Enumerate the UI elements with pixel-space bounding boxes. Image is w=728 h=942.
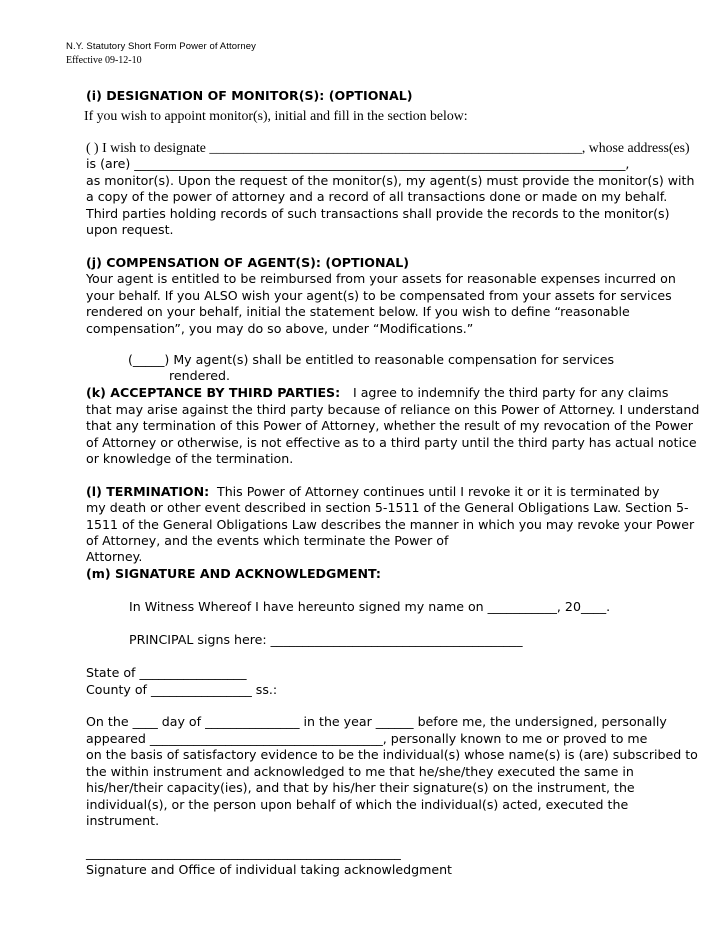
acknowledgment-text: his/her/their capacity(ies), and that by his/her their signature(s) on the instrument, the: [86, 780, 635, 795]
compensation-option: (_____) My agent(s) shall be entitled to reasonable compensation for services: [128, 352, 615, 367]
state-line: State of _________________: [86, 665, 247, 680]
section-j-text: compensation”, you may do so above, under “Modifications.”: [86, 321, 474, 336]
section-i-instruction: If you wish to appoint monitor(s), initial and fill in the section below:: [84, 108, 468, 123]
section-m-heading: (m) SIGNATURE AND ACKNOWLEDGMENT:: [86, 566, 381, 581]
section-j-text: rendered on your behalf, initial the statement below. If you wish to define “reasonable: [86, 304, 630, 319]
section-k-heading: (k) ACCEPTANCE BY THIRD PARTIES:: [86, 385, 341, 400]
signature-caption: Signature and Office of individual taking acknowledgment: [86, 862, 452, 877]
section-l-text: my death or other event described in section 5-1511 of the General Obligations Law. Section 5-: [86, 500, 689, 515]
section-i-text: Third parties holding records of such transactions shall provide the records to the monitor(s): [86, 206, 670, 221]
section-i-text: a copy of the power of attorney and a record of all transactions done or made on my behalf.: [86, 189, 668, 204]
section-l-text: Attorney.: [86, 549, 143, 564]
section-i-heading: (i) DESIGNATION OF MONITOR(S): (OPTIONAL): [86, 88, 413, 103]
section-k-text: that any termination of this Power of Attorney, whether the result of my revocation of the Power: [86, 418, 693, 433]
acknowledgment-text: the within instrument and acknowledged to me that he/she/they executed the same in: [86, 764, 634, 779]
section-i-address-line: is (are) ______________________________________________________________________________,: [86, 156, 630, 171]
form-title: N.Y. Statutory Short Form Power of Attorney: [66, 41, 256, 52]
section-j-text: your behalf. If you ALSO wish your agent(s) to be compensated from your assets for services: [86, 288, 672, 303]
acknowledgment-text: individual(s), or the person upon behalf of which the individual(s) acted, executed the: [86, 797, 629, 812]
section-k-text: or knowledge of the termination.: [86, 451, 294, 466]
section-l-heading: (l) TERMINATION:: [86, 484, 210, 499]
witness-line: In Witness Whereof I have hereunto signed my name on ___________, 20____.: [129, 599, 611, 614]
county-line: County of ________________ ss.:: [86, 682, 278, 697]
section-i-text: upon request.: [86, 222, 174, 237]
signature-underline: __________________________________________________: [86, 845, 401, 860]
section-k-text: that may arise against the third party because of reliance on this Power of Attorney. I understand: [86, 402, 700, 417]
section-k-text: of Attorney or otherwise, is not effective as to a third party until the third party has actual notice: [86, 435, 697, 450]
compensation-option-cont: rendered.: [169, 368, 231, 383]
section-i-designate-line: ( ) I wish to designate ______________________________________________________, whose address(es): [86, 140, 690, 155]
acknowledgment-text: on the basis of satisfactory evidence to be the individual(s) whose name(s) is (are) subscribed to: [86, 747, 698, 762]
section-j-heading: (j) COMPENSATION OF AGENT(S): (OPTIONAL): [86, 255, 410, 270]
acknowledgment-text: On the ____ day of _______________ in the year ______ before me, the undersigned, personally: [86, 714, 667, 729]
acknowledgment-text: instrument.: [86, 813, 160, 828]
section-l-text: This Power of Attorney continues until I revoke it or it is terminated by: [217, 484, 660, 499]
principal-signature-line: PRINCIPAL signs here: ________________________________________: [129, 632, 523, 647]
section-k-text: I agree to indemnify the third party for any claims: [353, 385, 669, 400]
section-l-text: 1511 of the General Obligations Law describes the manner in which you may revoke your Power: [86, 517, 695, 532]
section-l-text: of Attorney, and the events which terminate the Power of: [86, 533, 449, 548]
section-j-text: Your agent is entitled to be reimbursed from your assets for reasonable expenses incurred on: [86, 271, 676, 286]
effective-date: Effective 09-12-10: [66, 55, 142, 66]
section-i-text: as monitor(s). Upon the request of the monitor(s), my agent(s) must provide the monitor(s) with: [86, 173, 695, 188]
acknowledgment-text: appeared _____________________________________, personally known to me or proved to me: [86, 731, 648, 746]
